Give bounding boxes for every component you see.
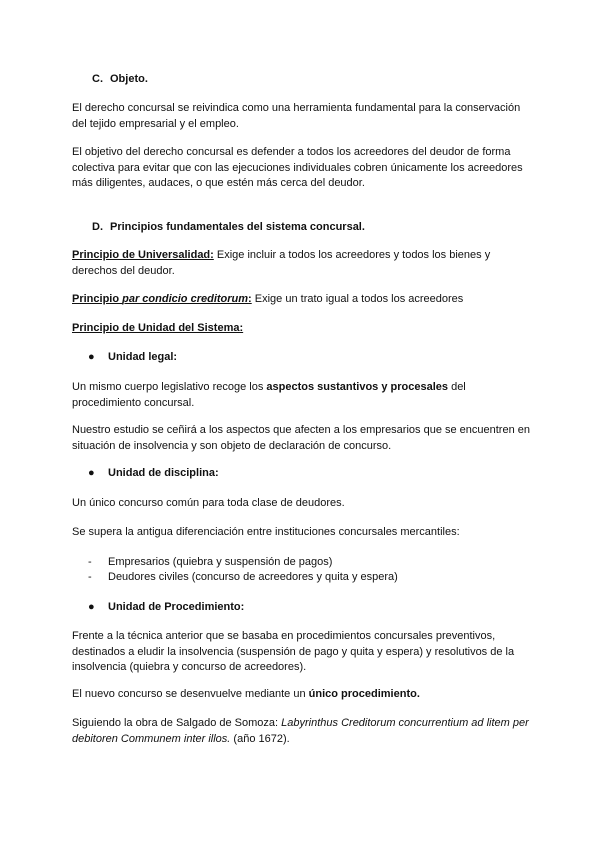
paragraph: Un único concurso común para toda clase de deudores. <box>72 497 345 509</box>
section-heading-c <box>92 72 552 88</box>
section-letter: C. <box>92 73 103 85</box>
paragraph: Nuestro estudio se ceñirá a los aspectos que afecten a los empresarios que se encuentren en situación de insolvencia y son objeto de declaración de concurso. <box>72 424 530 452</box>
list-item-text: Deudores civiles (concurso de acreedores y quita y espera) <box>108 571 398 583</box>
bullet-icon: ● <box>88 467 95 479</box>
text-run: (año 1672). <box>230 732 290 745</box>
italic-run: Labyrinthus Creditorum concurrentium ad litem per debitoren Communem inter illos. <box>72 717 529 745</box>
principle-label <box>72 293 252 305</box>
paragraph <box>72 716 532 747</box>
section-heading-d <box>92 220 552 236</box>
paragraph: Se supera la antigua diferenciación entre instituciones concursales mercantiles: <box>72 526 460 538</box>
bold-run: único procedimiento. <box>308 688 420 700</box>
list-item <box>88 555 528 571</box>
bullet-title: Unidad legal: <box>108 351 178 363</box>
principle-text: Exige un trato igual a todos los acreedores <box>251 293 464 305</box>
text-run: Siguiendo la obra de Salgado de Somoza: <box>72 717 282 729</box>
paragraph: Frente a la técnica anterior que se basaba en procedimientos concursales preventivos, destinados a eludir la insolvencia (suspensión de pago y quita y espera) y resolutivos de la insolvencia (quiebra y concurso de acreedores). <box>72 630 515 673</box>
bullet-title: Unidad de disciplina: <box>108 467 219 479</box>
paragraph <box>72 380 532 411</box>
principle-text: Exige incluir a todos los acreedores y todos los bienes y derechos del deudor. <box>72 249 491 277</box>
principle-label: Principio de Universalidad: <box>72 249 214 261</box>
bullet-icon: ● <box>88 351 95 363</box>
text-run: del procedimiento concursal. <box>72 381 466 409</box>
section-title: Objeto. <box>110 73 148 85</box>
text-run: Un mismo cuerpo legislativo recoge los <box>72 381 267 393</box>
principle-label-latin: par condicio creditorum <box>122 293 249 305</box>
bullet-icon: ● <box>88 601 95 613</box>
list-item <box>88 570 528 586</box>
paragraph: El objetivo del derecho concursal es defender a todos los acreedores del deudor de forma colectiva para evitar que con las ejecuciones individuales cobren únicamente los acreedores más diligentes, audaces, o que estén más cerca del deudor. <box>72 146 523 189</box>
principle-universalidad <box>72 248 532 279</box>
dash-marker: - <box>88 556 92 568</box>
bullet-unidad-legal <box>88 350 528 366</box>
dash-marker: - <box>88 571 92 583</box>
paragraph <box>72 687 532 703</box>
bullet-unidad-disciplina <box>88 466 528 482</box>
section-letter: D. <box>92 221 103 233</box>
text-run: El nuevo concurso se desenvuelve mediante un <box>72 688 309 700</box>
bold-run: aspectos sustantivos y procesales <box>266 381 449 393</box>
paragraph: El derecho concursal se reivindica como una herramienta fundamental para la conservación del tejido empresarial y el empleo. <box>72 102 521 130</box>
principle-label-part: Principio <box>72 293 123 305</box>
principle-par-condicio <box>72 292 532 308</box>
principle-unidad-heading: Principio de Unidad del Sistema: <box>72 322 244 334</box>
bullet-unidad-procedimiento <box>88 600 528 616</box>
bullet-title: Unidad de Procedimiento: <box>108 601 245 613</box>
list-item-text: Empresarios (quiebra y suspensión de pagos) <box>108 556 333 568</box>
section-title: Principios fundamentales del sistema concursal. <box>110 221 365 233</box>
principle-label-part: : <box>248 293 252 305</box>
